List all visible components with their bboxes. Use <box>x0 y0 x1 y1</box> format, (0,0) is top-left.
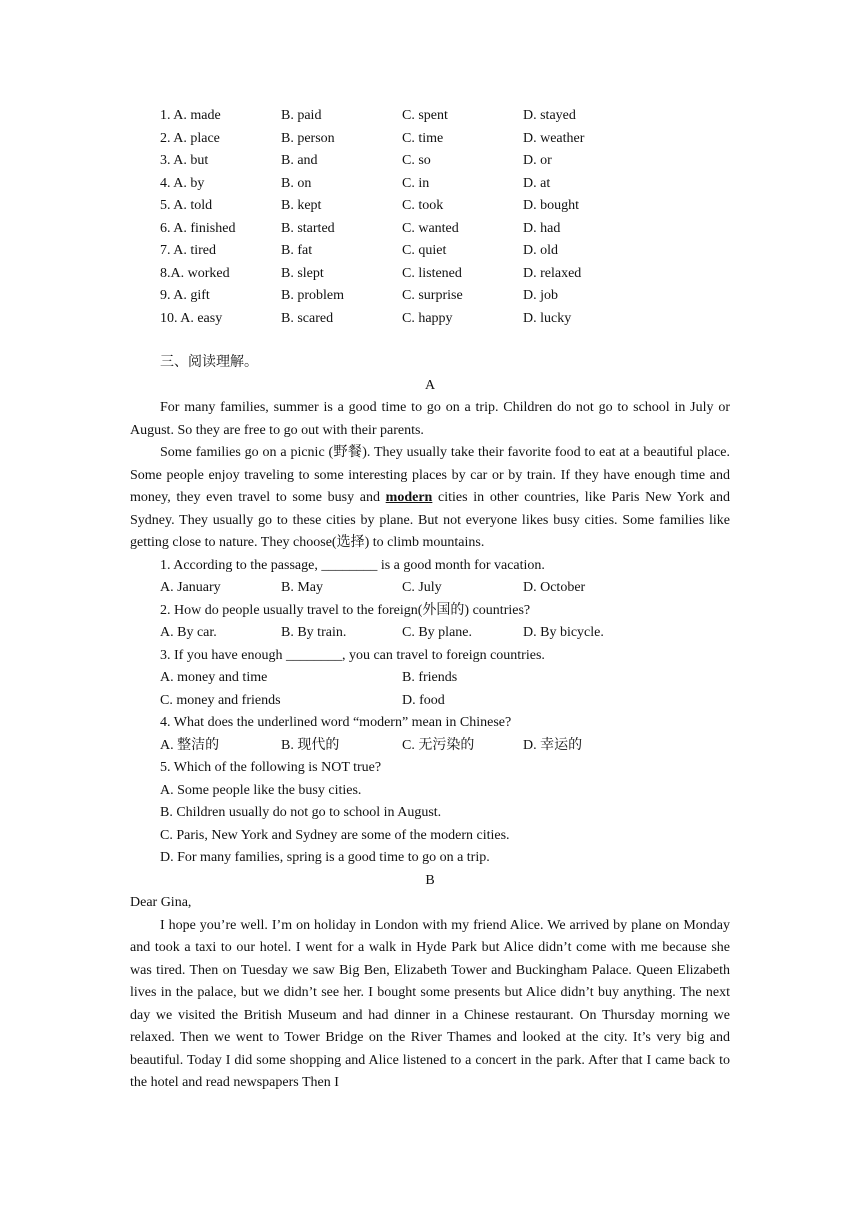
question-3-options-row-1 <box>160 667 730 690</box>
option-c: C. July <box>402 580 442 595</box>
option-a: 10. A. easy <box>160 310 223 326</box>
option-b: B. on <box>281 175 312 191</box>
option-b: B. person <box>281 130 335 146</box>
option-b: B. fat <box>281 243 313 258</box>
option-c: C. Paris, New York and Sydney are some of the modern cities. <box>160 827 510 843</box>
question-2-options <box>160 622 730 645</box>
option-d: D. or <box>523 153 552 168</box>
option-row <box>160 218 730 241</box>
option-b: B. scared <box>281 310 334 326</box>
option-a: A. Some people like the busy cities. <box>160 782 362 798</box>
option-c: C. money and friends <box>160 692 281 708</box>
option-d: D. For many families, spring is a good time to go on a trip. <box>160 850 490 865</box>
option-c: C. 无污染的 <box>402 737 475 753</box>
option-d: D. 幸运的 <box>523 737 583 753</box>
paragraph-text: Some families go on a picnic (野餐). They usually take their favorite food to eat at a beautiful place. Some people enjoy traveling to some interesting places by car or by train. If they have enough time and money, they even travel to some busy and <box>130 445 730 505</box>
option-d: D. weather <box>523 130 585 146</box>
option-row <box>160 263 730 286</box>
question-5: 5. Which of the following is NOT true? <box>160 760 382 775</box>
option-c: C. time <box>402 130 444 146</box>
question-1: 1. According to the passage, ________ is a good month for vacation. <box>160 557 545 573</box>
option-d: D. job <box>523 288 558 303</box>
option-c: C. listened <box>402 265 462 281</box>
option-a: A. 整洁的 <box>160 737 220 753</box>
option-d: D. stayed <box>523 108 576 123</box>
option-b: B. and <box>281 153 318 168</box>
option-b: B. Children usually do not go to school in August. <box>160 805 442 820</box>
option-d: D. bought <box>523 198 579 213</box>
option-a: 1. A. made <box>160 108 221 123</box>
question-2: 2. How do people usually travel to the foreign(外国的) countries? <box>160 602 531 618</box>
passage-b-label: B <box>425 872 435 888</box>
option-row <box>160 285 730 308</box>
question-4-options <box>160 735 730 758</box>
option-a: 5. A. told <box>160 198 213 213</box>
option-a: 9. A. gift <box>160 288 210 303</box>
question-4: 4. What does the underlined word “modern” mean in Chinese? <box>160 715 512 730</box>
option-row <box>160 240 730 263</box>
option-b: B. friends <box>402 670 458 685</box>
option-a: 3. A. but <box>160 153 209 168</box>
option-d: D. had <box>523 220 561 236</box>
option-row <box>160 308 730 331</box>
option-c: C. wanted <box>402 220 459 236</box>
section-heading: 三、阅读理解。 <box>160 355 258 370</box>
underlined-word: modern <box>385 490 433 505</box>
question-1-options <box>160 577 730 600</box>
letter-greeting: Dear Gina, <box>130 895 192 910</box>
option-row <box>160 128 730 151</box>
option-c: C. in <box>402 175 430 191</box>
option-b: B. By train. <box>281 625 347 640</box>
option-row <box>160 105 730 128</box>
option-a: A. January <box>160 580 221 595</box>
option-d: D. old <box>523 243 558 258</box>
option-c: C. spent <box>402 108 448 123</box>
option-a: 2. A. place <box>160 130 220 146</box>
option-d: D. food <box>402 692 445 708</box>
option-a: 8.A. worked <box>160 265 230 281</box>
passage-a-paragraph-2 <box>130 442 730 555</box>
passage-a-paragraph-1: For many families, summer is a good time to go on a trip. Children do not go to school in July or August. So they are free to go out with their parents. <box>130 400 730 438</box>
option-row <box>160 173 730 196</box>
option-c: C. surprise <box>402 288 463 303</box>
option-c: C. quiet <box>402 243 447 258</box>
option-d: D. at <box>523 175 551 191</box>
option-b: B. started <box>281 220 335 236</box>
question-3-options-row-2 <box>160 690 730 713</box>
worksheet-page <box>130 105 730 1095</box>
option-d: D. lucky <box>523 310 572 326</box>
option-b: B. paid <box>281 108 322 123</box>
option-row <box>160 150 730 173</box>
option-b: B. 现代的 <box>281 737 340 753</box>
option-a: 7. A. tired <box>160 243 216 258</box>
option-c: C. took <box>402 198 444 213</box>
option-d: D. October <box>523 580 586 595</box>
paragraph-text: cities in other countries, like Paris New York and Sydney. They usually go to these cities by plane. But not everyone likes busy cities. Some families like getting close to nature. They choose(选择) to climb mountains. <box>130 490 731 550</box>
option-a: 4. A. by <box>160 175 205 191</box>
option-d: D. relaxed <box>523 265 582 281</box>
cloze-options-grid <box>160 105 730 330</box>
option-a: A. By car. <box>160 625 217 640</box>
option-b: B. slept <box>281 265 324 281</box>
option-a: A. money and time <box>160 670 268 685</box>
option-c: C. By plane. <box>402 625 472 640</box>
option-row <box>160 195 730 218</box>
passage-a-label: A <box>424 377 436 393</box>
option-c: C. so <box>402 153 431 168</box>
option-b: B. kept <box>281 198 322 213</box>
option-b: B. May <box>281 580 323 595</box>
option-d: D. By bicycle. <box>523 625 604 640</box>
question-3: 3. If you have enough ________, you can travel to foreign countries. <box>160 647 545 663</box>
letter-body: I hope you’re well. I’m on holiday in London with my friend Alice. We arrived by plane on Monday and took a taxi to our hotel. I went for a walk in Hyde Park but Alice didn’t come with me because she was tired. Then on Tuesday we saw Big Ben, Elizabeth Tower and Buckingham Palace. Queen Elizabeth lives in the palace, but we didn’t see her. I bought some presents but Alice didn’t buy anything. The next day we visited the British Museum and had dinner in a Chinese restaurant. On Thursday morning we relaxed. Then we went to Tower Bridge on the River Thames and looked at the city. It’s very big and beautiful. Today I did some shopping and Alice listened to a concert in the park. After that I came back to the hotel and read newspapers Then I <box>130 917 730 1090</box>
option-c: C. happy <box>402 310 453 326</box>
option-a: 6. A. finished <box>160 220 236 236</box>
option-b: B. problem <box>281 288 344 303</box>
